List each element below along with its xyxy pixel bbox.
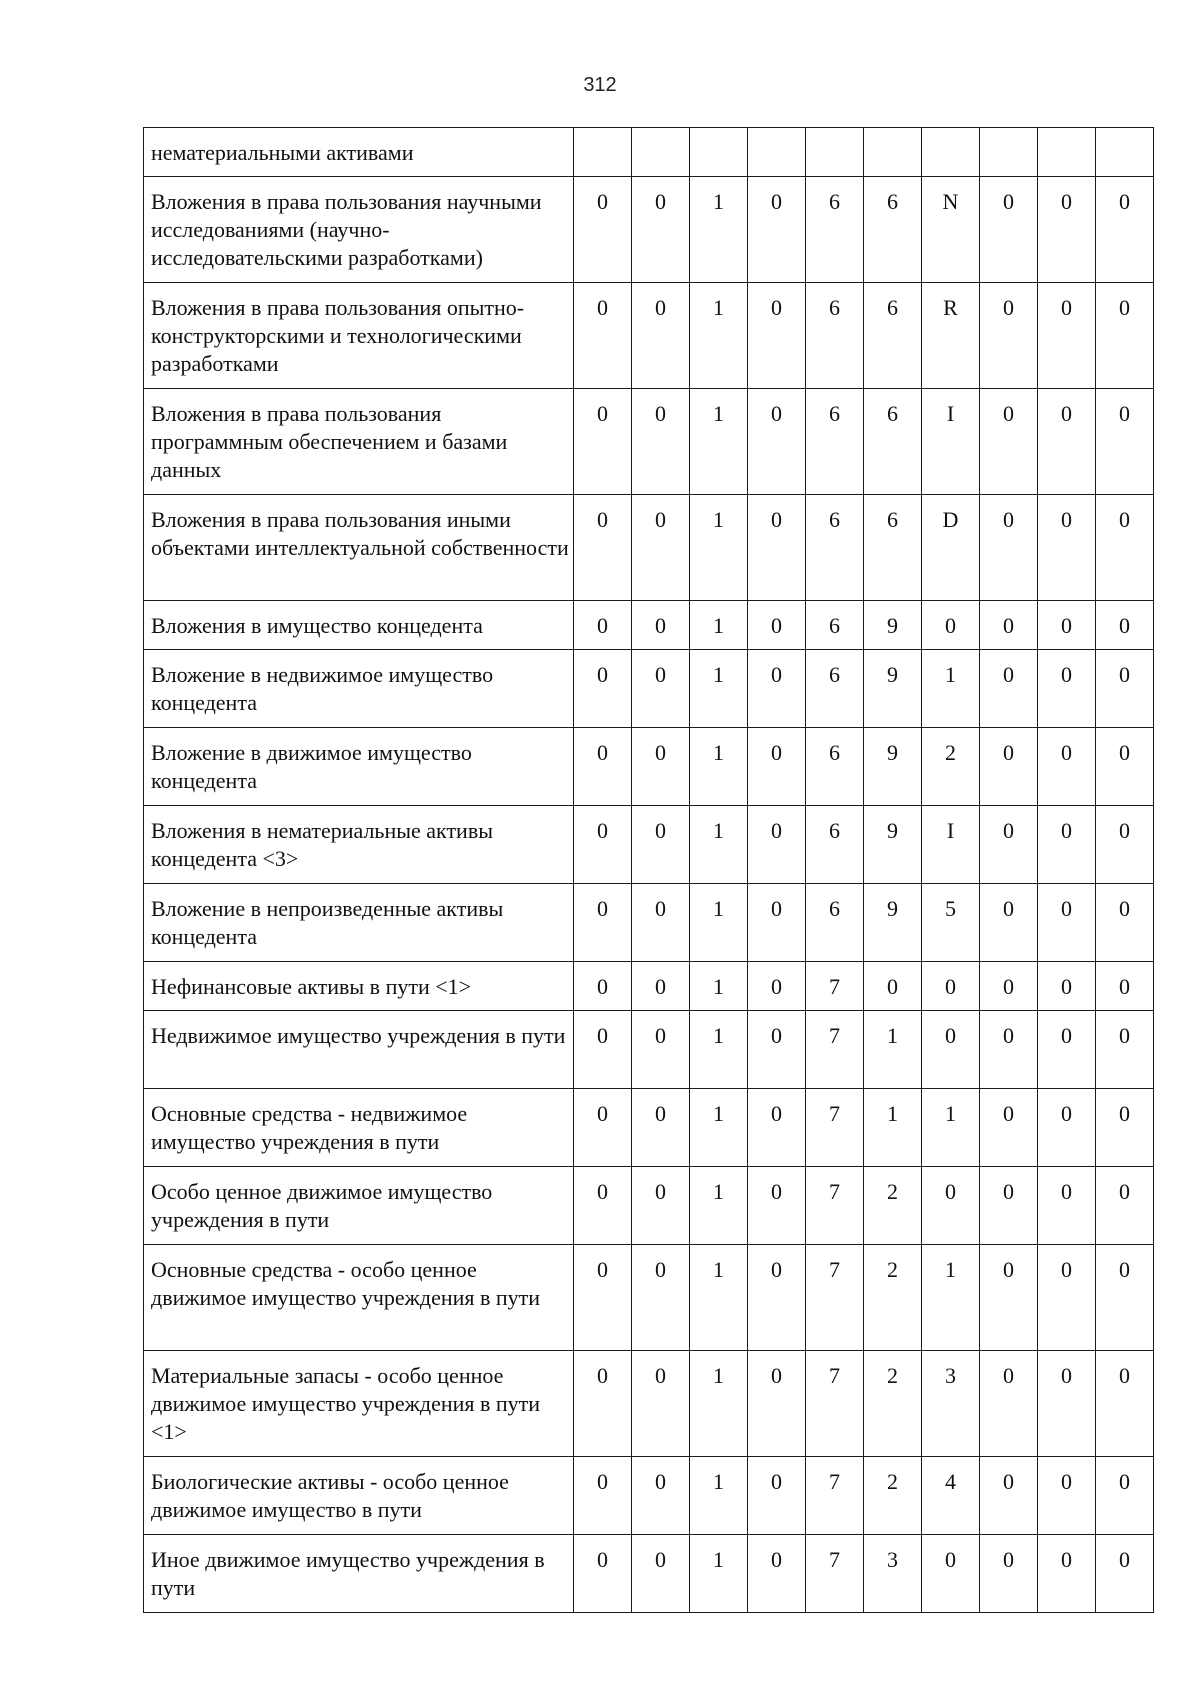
account-name-cell: Вложения в права пользования опытно-конструкторскими и технологическими разработками	[144, 283, 574, 389]
code-digit-cell: 0	[1038, 283, 1096, 389]
code-digit-cell: 0	[748, 1457, 806, 1535]
code-digit-cell: 1	[690, 283, 748, 389]
table-row	[144, 1089, 1154, 1167]
code-digit-cell: 3	[864, 1535, 922, 1613]
account-name-cell: Нефинансовые активы в пути <1>	[144, 962, 574, 1011]
code-digit-cell: 0	[1038, 1011, 1096, 1089]
code-digit-cell: 0	[1038, 884, 1096, 962]
account-name-cell: Недвижимое имущество учреждения в пути	[144, 1011, 574, 1089]
code-digit-cell: 0	[632, 962, 690, 1011]
code-digit-cell: 0	[980, 1011, 1038, 1089]
account-name-cell: Вложения в права пользования научными исследованиями (научно-исследовательскими разработками)	[144, 177, 574, 283]
table-row	[144, 962, 1154, 1011]
code-digit-cell: 0	[748, 1535, 806, 1613]
account-name-cell: Вложения в права пользования программным обеспечением и базами данных	[144, 389, 574, 495]
table-row	[144, 128, 1154, 177]
code-digit-cell: 0	[864, 962, 922, 1011]
code-digit-cell: 0	[1038, 1167, 1096, 1245]
code-digit-cell	[806, 128, 864, 177]
code-digit-cell: 0	[748, 1089, 806, 1167]
code-digit-cell: 0	[632, 1351, 690, 1457]
code-digit-cell: 0	[1038, 389, 1096, 495]
code-digit-cell: 0	[922, 1011, 980, 1089]
code-digit-cell	[748, 128, 806, 177]
code-digit-cell: 0	[632, 1167, 690, 1245]
code-digit-cell: 0	[632, 177, 690, 283]
code-digit-cell: 0	[1038, 1245, 1096, 1351]
code-digit-cell: 0	[980, 1457, 1038, 1535]
code-digit-cell: 0	[748, 495, 806, 601]
code-digit-cell: 0	[1038, 728, 1096, 806]
code-digit-cell: I	[922, 806, 980, 884]
code-digit-cell: 0	[574, 177, 632, 283]
code-digit-cell: 0	[748, 728, 806, 806]
code-digit-cell: 0	[574, 962, 632, 1011]
code-digit-cell: 0	[632, 650, 690, 728]
code-digit-cell: 0	[1038, 1089, 1096, 1167]
code-digit-cell: 0	[1096, 601, 1154, 650]
code-digit-cell: 0	[980, 389, 1038, 495]
code-digit-cell: 0	[1038, 1535, 1096, 1613]
table-row	[144, 177, 1154, 283]
code-digit-cell: 1	[690, 1011, 748, 1089]
code-digit-cell	[632, 128, 690, 177]
code-digit-cell: I	[922, 389, 980, 495]
code-digit-cell: 6	[864, 495, 922, 601]
code-digit-cell: 0	[1096, 650, 1154, 728]
code-digit-cell: 0	[574, 283, 632, 389]
code-digit-cell: 0	[574, 1351, 632, 1457]
code-digit-cell: 0	[1038, 806, 1096, 884]
code-digit-cell: 0	[632, 389, 690, 495]
code-digit-cell: 0	[574, 495, 632, 601]
code-digit-cell: 1	[690, 1457, 748, 1535]
account-name-cell: Особо ценное движимое имущество учреждения в пути	[144, 1167, 574, 1245]
code-digit-cell: 0	[980, 650, 1038, 728]
table-row	[144, 1457, 1154, 1535]
code-digit-cell: 0	[980, 1245, 1038, 1351]
code-digit-cell: 0	[632, 601, 690, 650]
code-digit-cell: 1	[922, 650, 980, 728]
account-code-table-body	[144, 128, 1154, 1613]
code-digit-cell: 0	[632, 884, 690, 962]
code-digit-cell: 0	[574, 806, 632, 884]
code-digit-cell: 0	[632, 283, 690, 389]
page-number: 312	[583, 74, 617, 96]
code-digit-cell: 0	[748, 884, 806, 962]
table-row	[144, 283, 1154, 389]
code-digit-cell: 7	[806, 1351, 864, 1457]
account-name-cell: Вложения в нематериальные активы концедента <3>	[144, 806, 574, 884]
code-digit-cell: 0	[574, 389, 632, 495]
table-row	[144, 1011, 1154, 1089]
code-digit-cell: 5	[922, 884, 980, 962]
code-digit-cell: 0	[748, 1351, 806, 1457]
code-digit-cell: 1	[864, 1011, 922, 1089]
code-digit-cell: 1	[690, 650, 748, 728]
code-digit-cell: 0	[980, 283, 1038, 389]
table-row	[144, 806, 1154, 884]
code-digit-cell: 1	[922, 1245, 980, 1351]
code-digit-cell: 7	[806, 1457, 864, 1535]
code-digit-cell: 7	[806, 1089, 864, 1167]
code-digit-cell: 7	[806, 1011, 864, 1089]
code-digit-cell: 0	[748, 283, 806, 389]
code-digit-cell: 0	[1038, 962, 1096, 1011]
code-digit-cell: 0	[748, 650, 806, 728]
code-digit-cell: 0	[980, 1089, 1038, 1167]
table-row	[144, 1535, 1154, 1613]
code-digit-cell: 0	[632, 806, 690, 884]
code-digit-cell: 6	[806, 806, 864, 884]
code-digit-cell: 0	[632, 728, 690, 806]
table-row	[144, 495, 1154, 601]
code-digit-cell	[690, 128, 748, 177]
code-digit-cell: 0	[748, 1167, 806, 1245]
account-name-cell: Вложение в непроизведенные активы концедента	[144, 884, 574, 962]
code-digit-cell: 2	[864, 1351, 922, 1457]
code-digit-cell: 1	[690, 1167, 748, 1245]
code-digit-cell: 0	[980, 495, 1038, 601]
code-digit-cell: 9	[864, 884, 922, 962]
code-digit-cell: 1	[690, 1245, 748, 1351]
code-digit-cell: 9	[864, 601, 922, 650]
code-digit-cell	[1038, 128, 1096, 177]
code-digit-cell: 0	[748, 1245, 806, 1351]
code-digit-cell: 1	[690, 1089, 748, 1167]
code-digit-cell: D	[922, 495, 980, 601]
table-row	[144, 650, 1154, 728]
code-digit-cell: 0	[574, 728, 632, 806]
code-digit-cell: 7	[806, 1167, 864, 1245]
table-row	[144, 1351, 1154, 1457]
code-digit-cell: 0	[632, 1089, 690, 1167]
code-digit-cell: 0	[748, 962, 806, 1011]
code-digit-cell: 0	[1038, 601, 1096, 650]
account-name-cell: Вложения в имущество концедента	[144, 601, 574, 650]
code-digit-cell: 1	[690, 1535, 748, 1613]
account-name-cell: Вложения в права пользования иными объектами интеллектуальной собственности	[144, 495, 574, 601]
code-digit-cell: 1	[690, 806, 748, 884]
code-digit-cell: 0	[1096, 1167, 1154, 1245]
code-digit-cell: 0	[1096, 1535, 1154, 1613]
code-digit-cell: 0	[1096, 389, 1154, 495]
code-digit-cell: 0	[1096, 495, 1154, 601]
code-digit-cell: 7	[806, 962, 864, 1011]
code-digit-cell: 0	[632, 1535, 690, 1613]
code-digit-cell: 0	[1096, 1089, 1154, 1167]
code-digit-cell: 0	[1096, 728, 1154, 806]
code-digit-cell: 0	[1096, 1457, 1154, 1535]
account-name-cell: нематериальными активами	[144, 128, 574, 177]
account-name-cell: Вложение в движимое имущество концедента	[144, 728, 574, 806]
code-digit-cell: 4	[922, 1457, 980, 1535]
code-digit-cell: 0	[632, 1457, 690, 1535]
code-digit-cell: 6	[864, 177, 922, 283]
table-row	[144, 728, 1154, 806]
code-digit-cell: 0	[1096, 962, 1154, 1011]
code-digit-cell: 0	[574, 601, 632, 650]
code-digit-cell: R	[922, 283, 980, 389]
code-digit-cell: 0	[922, 962, 980, 1011]
code-digit-cell: 0	[1038, 650, 1096, 728]
code-digit-cell: 1	[690, 962, 748, 1011]
account-name-cell: Материальные запасы - особо ценное движимое имущество учреждения в пути <1>	[144, 1351, 574, 1457]
code-digit-cell: 6	[806, 389, 864, 495]
code-digit-cell: 7	[806, 1535, 864, 1613]
code-digit-cell: 0	[980, 1535, 1038, 1613]
code-digit-cell: 0	[1038, 495, 1096, 601]
code-digit-cell: 6	[806, 601, 864, 650]
code-digit-cell: 0	[922, 601, 980, 650]
code-digit-cell: 0	[632, 1011, 690, 1089]
code-digit-cell: 0	[980, 177, 1038, 283]
account-name-cell: Вложение в недвижимое имущество концедента	[144, 650, 574, 728]
code-digit-cell: 0	[980, 1167, 1038, 1245]
table-row	[144, 884, 1154, 962]
code-digit-cell: 0	[1096, 1011, 1154, 1089]
code-digit-cell	[574, 128, 632, 177]
code-digit-cell: 0	[574, 1245, 632, 1351]
code-digit-cell: 0	[1096, 1245, 1154, 1351]
account-name-cell: Биологические активы - особо ценное движимое имущество в пути	[144, 1457, 574, 1535]
code-digit-cell: 0	[574, 1457, 632, 1535]
code-digit-cell: 6	[806, 495, 864, 601]
code-digit-cell: 6	[806, 177, 864, 283]
code-digit-cell: 0	[748, 601, 806, 650]
code-digit-cell: 0	[922, 1535, 980, 1613]
code-digit-cell: 0	[1038, 1351, 1096, 1457]
code-digit-cell	[980, 128, 1038, 177]
account-name-cell: Иное движимое имущество учреждения в пути	[144, 1535, 574, 1613]
code-digit-cell: 2	[864, 1167, 922, 1245]
code-digit-cell: 0	[1096, 806, 1154, 884]
code-digit-cell	[1096, 128, 1154, 177]
code-digit-cell: 0	[1096, 1351, 1154, 1457]
code-digit-cell: 1	[690, 177, 748, 283]
code-digit-cell: 3	[922, 1351, 980, 1457]
code-digit-cell: 7	[806, 1245, 864, 1351]
code-digit-cell: 0	[574, 884, 632, 962]
table-row	[144, 1245, 1154, 1351]
code-digit-cell: 2	[864, 1457, 922, 1535]
code-digit-cell: 1	[690, 495, 748, 601]
account-name-cell: Основные средства - особо ценное движимое имущество учреждения в пути	[144, 1245, 574, 1351]
code-digit-cell: 0	[574, 650, 632, 728]
code-digit-cell: 0	[980, 962, 1038, 1011]
code-digit-cell: 0	[980, 1351, 1038, 1457]
code-digit-cell: 0	[922, 1167, 980, 1245]
code-digit-cell: 0	[748, 806, 806, 884]
code-digit-cell: 0	[574, 1011, 632, 1089]
code-digit-cell: 6	[806, 283, 864, 389]
code-digit-cell: 2	[922, 728, 980, 806]
table-row	[144, 1167, 1154, 1245]
code-digit-cell: 0	[1038, 177, 1096, 283]
code-digit-cell: 6	[806, 650, 864, 728]
account-name-cell: Основные средства - недвижимое имущество учреждения в пути	[144, 1089, 574, 1167]
code-digit-cell: 0	[980, 728, 1038, 806]
code-digit-cell: 9	[864, 728, 922, 806]
code-digit-cell	[864, 128, 922, 177]
code-digit-cell: 1	[690, 1351, 748, 1457]
code-digit-cell: 1	[690, 884, 748, 962]
code-digit-cell: 0	[632, 495, 690, 601]
code-digit-cell: N	[922, 177, 980, 283]
code-digit-cell: 1	[864, 1089, 922, 1167]
code-digit-cell: 6	[864, 389, 922, 495]
code-digit-cell: 0	[980, 884, 1038, 962]
code-digit-cell: 0	[748, 1011, 806, 1089]
code-digit-cell: 0	[1096, 177, 1154, 283]
code-digit-cell: 0	[980, 806, 1038, 884]
code-digit-cell: 0	[574, 1089, 632, 1167]
code-digit-cell: 1	[922, 1089, 980, 1167]
code-digit-cell: 0	[748, 389, 806, 495]
code-digit-cell: 0	[574, 1167, 632, 1245]
code-digit-cell	[922, 128, 980, 177]
code-digit-cell: 1	[690, 728, 748, 806]
code-digit-cell: 1	[690, 389, 748, 495]
account-code-table	[143, 127, 1154, 1613]
code-digit-cell: 6	[864, 283, 922, 389]
code-digit-cell: 1	[690, 601, 748, 650]
code-digit-cell: 2	[864, 1245, 922, 1351]
code-digit-cell: 0	[1096, 283, 1154, 389]
code-digit-cell: 0	[1096, 884, 1154, 962]
table-row	[144, 389, 1154, 495]
code-digit-cell: 6	[806, 728, 864, 806]
code-digit-cell: 0	[980, 601, 1038, 650]
code-digit-cell: 0	[1038, 1457, 1096, 1535]
code-digit-cell: 9	[864, 806, 922, 884]
code-digit-cell: 0	[574, 1535, 632, 1613]
code-digit-cell: 9	[864, 650, 922, 728]
code-digit-cell: 0	[748, 177, 806, 283]
table-row	[144, 601, 1154, 650]
code-digit-cell: 0	[632, 1245, 690, 1351]
code-digit-cell: 6	[806, 884, 864, 962]
